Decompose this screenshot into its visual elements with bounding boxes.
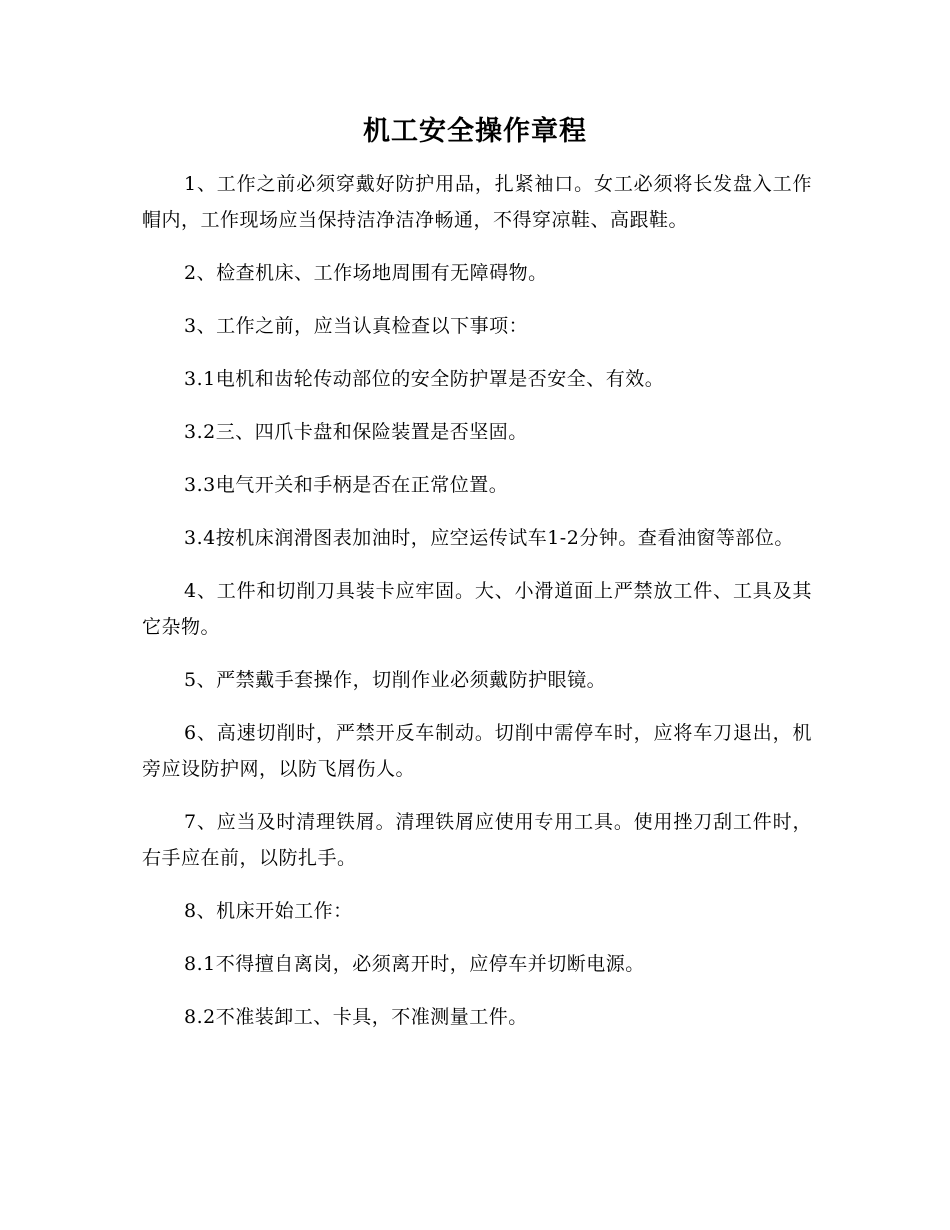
paragraph-2: 2、检查机床、工作场地周围有无障碍物。 [184, 262, 548, 284]
paragraph-3-3: 3.3电气开关和手柄是否在正常位置。 [184, 474, 509, 496]
paragraph-7: 7、应当及时清理铁屑。清理铁屑应使用专用工具。使用挫刀刮工件时，右手应在前，以防扎手。 [142, 811, 812, 869]
paragraph-1: 1、工作之前必须穿戴好防护用品，扎紧袖口。女工必须将长发盘入工作帽内，工作现场应当保持洁净洁净畅通，不得穿凉鞋、高跟鞋。 [142, 173, 812, 231]
paragraph-6: 6、高速切削时，严禁开反车制动。切削中需停车时，应将车刀退出，机旁应设防护网，以防飞屑伤人。 [142, 722, 812, 780]
paragraph-3-4: 3.4按机床润滑图表加油时，应空运传试车1-2分钟。查看油窗等部位。 [184, 527, 794, 549]
paragraph-3-2: 3.2三、四爪卡盘和保险装置是否坚固。 [184, 421, 528, 443]
paragraph-8-2: 8.2不准装卸工、卡具，不准测量工件。 [184, 1006, 528, 1028]
paragraph-8: 8、机床开始工作： [184, 900, 353, 922]
paragraph-8-1: 8.1不得擅自离岗，必须离开时，应停车并切断电源。 [184, 953, 645, 975]
paragraph-3: 3、工作之前，应当认真检查以下事项： [184, 315, 529, 337]
document-body [142, 166, 812, 1052]
paragraph-4: 4、工件和切削刀具装卡应牢固。大、小滑道面上严禁放工件、工具及其它杂物。 [142, 580, 812, 638]
paragraph-3-1: 3.1电机和齿轮传动部位的安全防护罩是否安全、有效。 [184, 368, 665, 390]
paragraph-5: 5、严禁戴手套操作，切削作业必须戴防护眼镜。 [184, 669, 607, 691]
document-title: 机工安全操作章程 [363, 116, 587, 147]
